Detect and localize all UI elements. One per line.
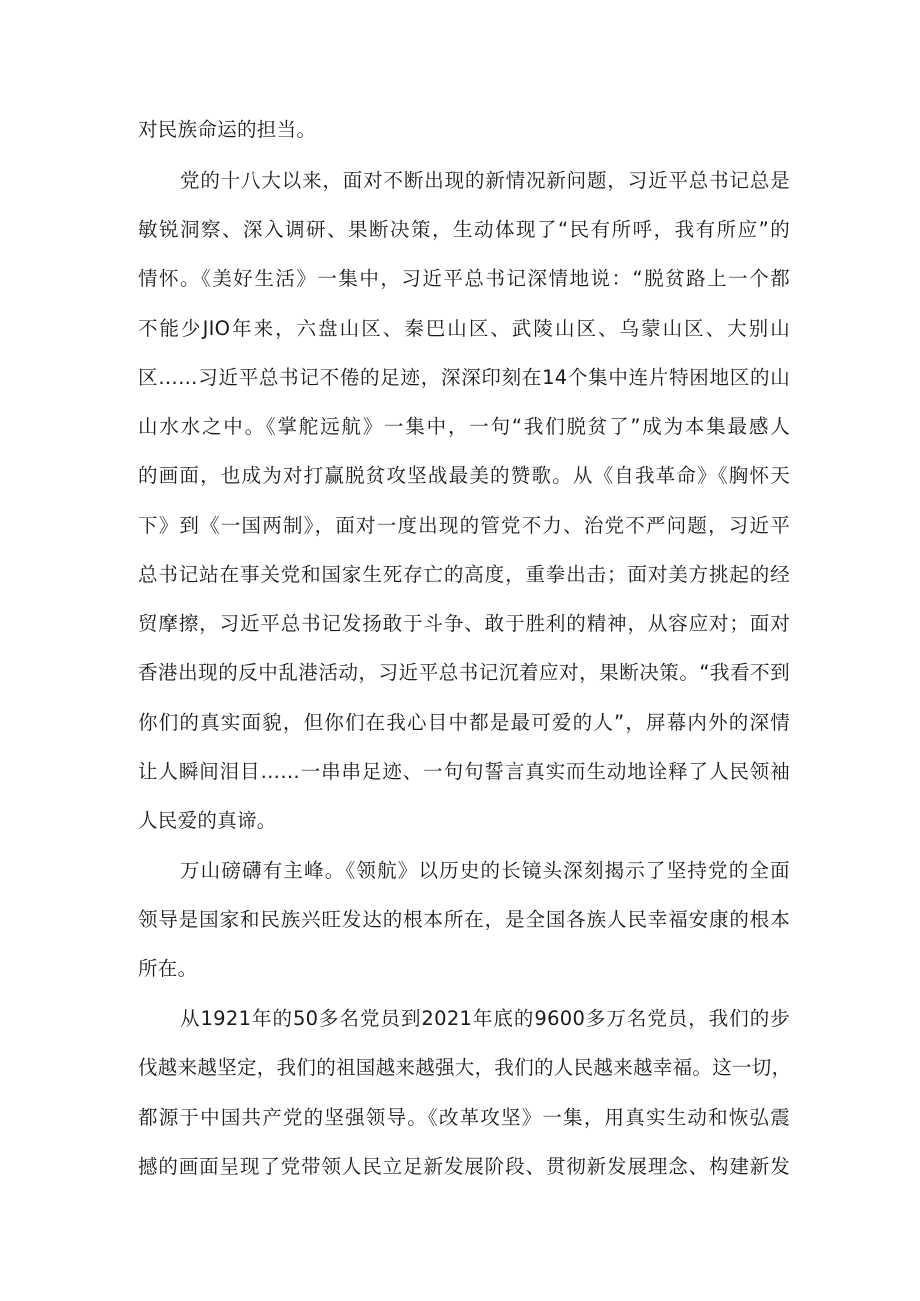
text-line: 贸摩擦，习近平总书记发扬敢于斗争、敢于胜利的精神，从容应对；面对 <box>138 612 790 635</box>
text-line: 你们的真实面貌，但你们在我心目中都是最可爱的人”，屏幕内外的深情 <box>138 711 790 734</box>
text-line: 不能少JIO年来，六盘山区、秦巴山区、武陵山区、乌蒙山区、大别山 <box>138 317 790 340</box>
paragraph-first-line: 从1921年的50多名党员到2021年底的9600多万名党员，我们的步 <box>180 1007 790 1030</box>
text-line: 香港出现的反中乱港活动，习近平总书记沉着应对，果断决策。“我看不到 <box>138 661 790 684</box>
text-line: 领导是国家和民族兴旺发达的根本所在，是全国各族人民幸福安康的根本 <box>138 908 790 931</box>
text-line: 敏锐洞察、深入调研、果断决策，生动体现了“民有所呼，我有所应”的 <box>138 218 790 241</box>
text-line: 下》到《一国两制》，面对一度出现的管党不力、治党不严问题，习近平 <box>138 514 790 537</box>
paragraph-first-line: 万山磅礴有主峰。《领航》以历史的长镜头深刻揭示了坚持党的全面 <box>180 859 790 882</box>
text-line: 区……习近平总书记不倦的足迹，深深印刻在14个集中连片特困地区的山 <box>138 366 790 389</box>
text-line: 人民爱的真谛。 <box>138 809 277 832</box>
text-line: 总书记站在事关党和国家生死存亡的高度，重拳出击；面对美方挑起的经 <box>138 563 790 586</box>
text-line: 山水水之中。《掌舵远航》一集中，一句“我们脱贫了”成为本集最感人 <box>138 415 790 438</box>
text-line: 伐越来越坚定，我们的祖国越来越强大，我们的人民越来越幸福。这一切， <box>138 1056 792 1079</box>
text-line: 所在。 <box>138 957 198 980</box>
text-line: 撼的画面呈现了党带领人民立足新发展阶段、贯彻新发展理念、构建新发 <box>138 1155 790 1178</box>
text-line: 让人瞬间泪目……一串串足迹、一句句誓言真实而生动地诠释了人民领袖 <box>138 760 790 783</box>
text-line: 都源于中国共产党的坚强领导。《改革攻坚》一集，用真实生动和恢弘震 <box>138 1106 790 1129</box>
text-line: 对民族命运的担当。 <box>138 118 317 141</box>
paragraph-first-line: 党的十八大以来，面对不断出现的新情况新问题，习近平总书记总是 <box>180 169 790 192</box>
text-line: 的画面，也成为对打赢脱贫攻坚战最美的赞歌。从《自我革命》《胸怀天 <box>138 464 790 487</box>
text-line: 情怀。《美好生活》一集中，习近平总书记深情地说：“脱贫路上一个都 <box>138 267 790 290</box>
